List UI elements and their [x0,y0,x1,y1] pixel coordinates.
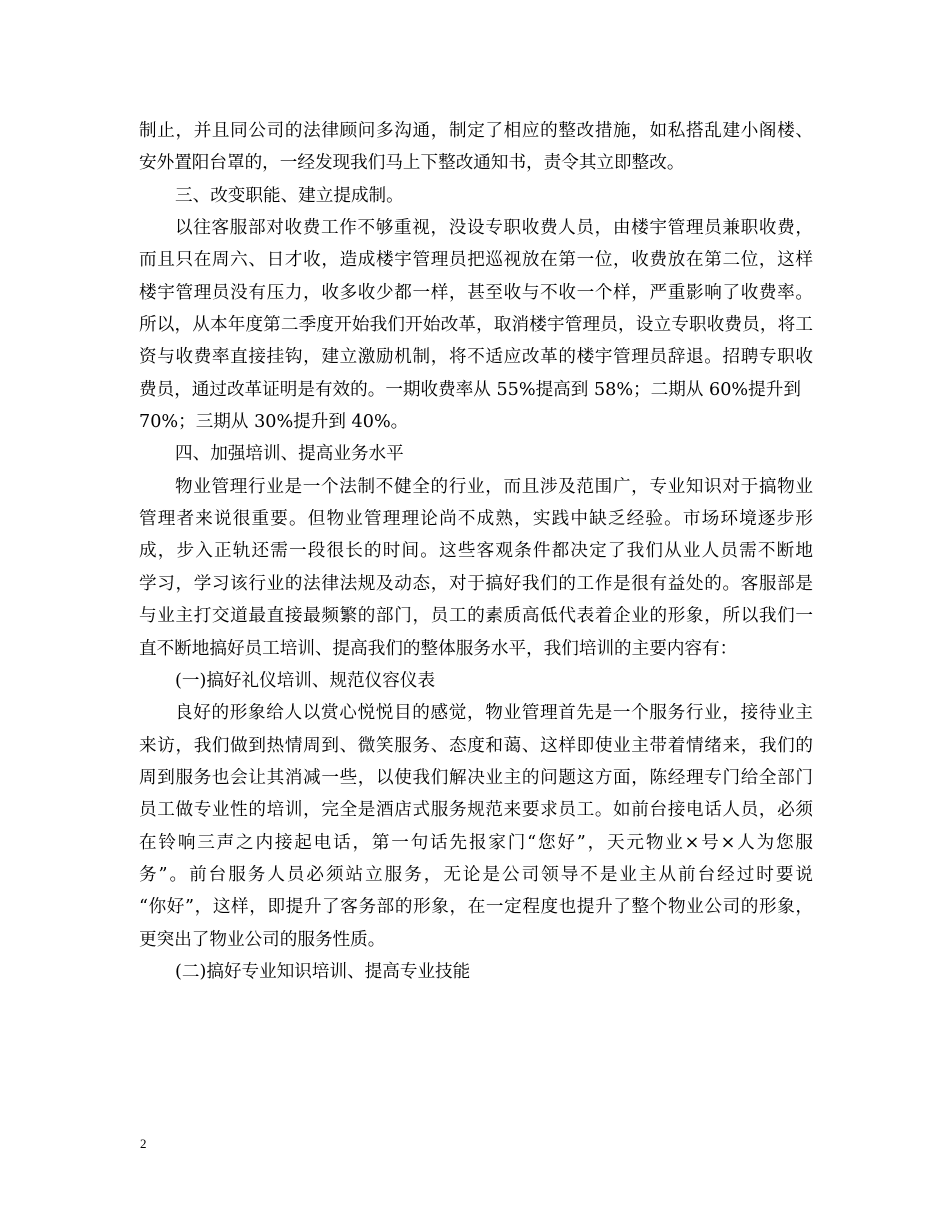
text-line: 楼宇管理员没有压力，收多收少都一样，甚至收与不收一个样，严重影响了收费率。 [139,282,813,303]
text-line: (二)搞好专业知识培训、提高专业技能 [175,961,471,982]
text-line: 直不断地搞好员工培训、提高我们的整体服务水平，我们培训的主要内容有： [139,638,738,659]
text-line: 四、加强培训、提高业务水平 [175,444,404,465]
text-line: 来访，我们做到热情周到、微笑服务、态度和蔼、这样即使业主带着情绪来，我们的 [139,735,813,756]
text-line: 与业主打交道最直接最频繁的部门，员工的素质高低代表着企业的形象，所以我们一 [139,606,813,627]
text-line: “你好”，这样，即提升了客务部的形象，在一定程度也提升了整个物业公司的形象， [139,897,813,918]
text-line: 成，步入正轨还需一段很长的时间。这些客观条件都决定了我们从业人员需不断地 [139,541,813,562]
text-line: 三、改变职能、建立提成制。 [175,185,404,206]
text-line: 管理者来说很重要。但物业管理理论尚不成熟，实践中缺乏经验。市场环境逐步形 [139,509,813,530]
text-line: 70%；三期从 30%提升到 40%。 [139,412,409,433]
text-line: 制止，并且同公司的法律顾问多沟通，制定了相应的整改措施，如私搭乱建小阁楼、 [139,121,813,141]
text-line: 费员，通过改革证明是有效的。一期收费率从 55%提高到 58%；二期从 60%提升到 [139,379,801,400]
text-line: 以往客服部对收费工作不够重视，没设专职收费人员，由楼宇管理员兼职收费， [175,218,813,239]
text-line: 在铃响三声之内接起电话，第一句话先报家门“您好”，天元物业×号×人为您服 [139,832,813,853]
text-line: 而且只在周六、日才收，造成楼宇管理员把巡视放在第一位，收费放在第二位，这样 [139,250,813,271]
text-line: 周到服务也会让其消减一些，以使我们解决业主的问题这方面，陈经理专门给全部门 [139,767,813,788]
text-line: 员工做专业性的培训，完全是酒店式服务规范来要求员工。如前台接电话人员，必须 [139,800,813,821]
text-line: 良好的形象给人以赏心悦悦目的感觉，物业管理首先是一个服务行业，接待业主 [175,703,813,724]
text-line: (一)搞好礼仪培训、规范仪容仪表 [175,670,436,691]
document-body [139,115,813,988]
text-line: 物业管理行业是一个法制不健全的行业，而且涉及范围广，专业知识对于搞物业 [175,476,813,497]
text-line: 安外置阳台罩的，一经发现我们马上下整改通知书，责令其立即整改。 [139,153,685,174]
text-line: 务”。前台服务人员必须站立服务，无论是公司领导不是业主从前台经过时要说 [139,864,813,885]
page-number: 2 [140,1136,147,1151]
text-line: 学习，学习该行业的法律法规及动态，对于搞好我们的工作是很有益处的。客服部是 [139,573,813,594]
text-line: 更突出了物业公司的服务性质。 [139,929,386,950]
text-line: 所以，从本年度第二季度开始我们开始改革，取消楼宇管理员，设立专职收费员，将工 [139,315,813,336]
text-line: 资与收费率直接挂钩，建立激励机制，将不适应改革的楼宇管理员辞退。招聘专职收 [139,347,813,368]
